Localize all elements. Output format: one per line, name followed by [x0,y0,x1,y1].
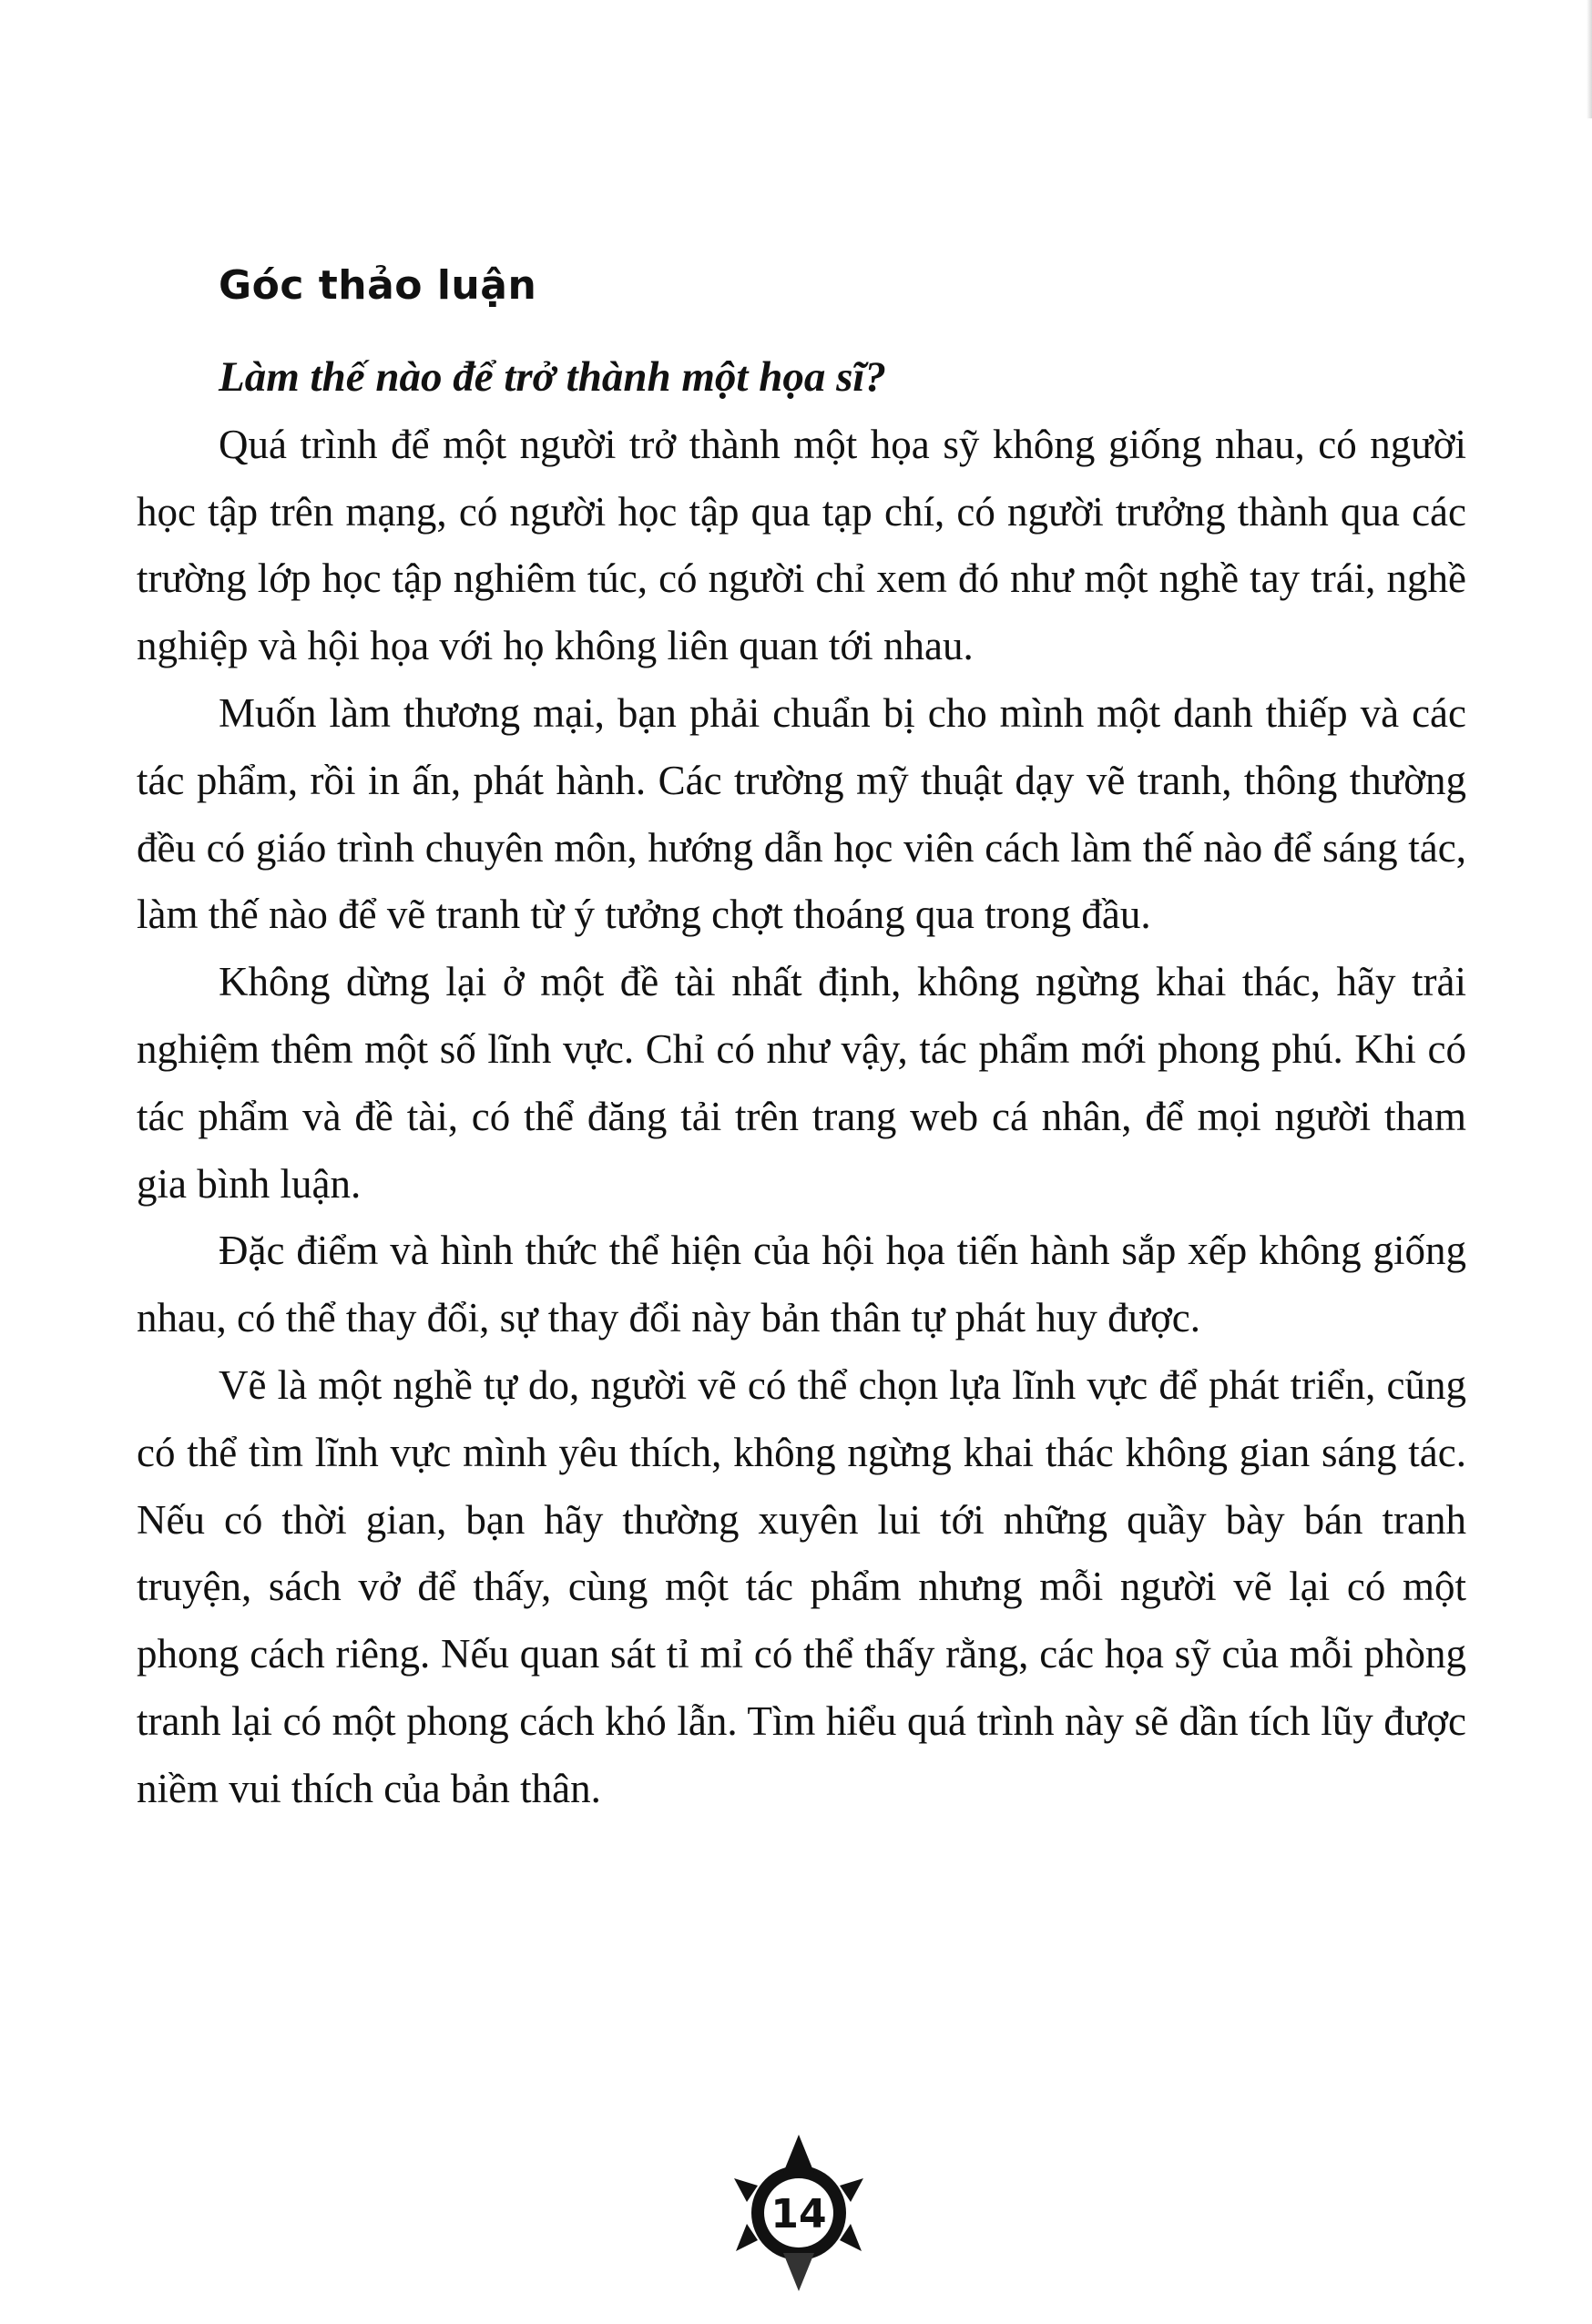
page-number: 14 [770,2191,827,2237]
article-title: Làm thế nào để trở thành một họa sĩ? [219,353,886,401]
paragraph-5: Vẽ là một nghề tự do, người vẽ có thể chọn lựa lĩnh vực để phát triển, cũng có thể tìm lĩnh vực mình yêu thích, không ngừng khai thác không gian sáng tác. Nếu có thời gian, bạn hãy thường xuyên lui tới những quầy bày bán tranh truyện, sách vở để thấy, cùng một tác phẩm nhưng mỗi người vẽ lại có một phong cách riêng. Nếu quan sát tỉ mỉ có thể thấy rằng, các họa sỹ của mỗi phòng tranh lại có một phong cách khó lẫn. Tìm hiểu quá trình này sẽ dần tích lũy được niềm vui thích của bản thân. [137,1361,1466,1811]
paragraph-3: Không dừng lại ở một đề tài nhất định, không ngừng khai thác, hãy trải nghiệm thêm một số lĩnh vực. Chỉ có như vậy, tác phẩm mới phong phú. Khi có tác phẩm và đề tài, có thể đăng tải trên trang web cá nhân, để mọi người tham gia bình luận. [137,959,1466,1207]
paragraph-4: Đặc điểm và hình thức thể hiện của hội họa tiến hành sắp xếp không giống nhau, có thể thay đổi, sự thay đổi này bản thân tự phát huy được. [137,1228,1466,1341]
page-number-badge [730,2122,867,2304]
article-body [137,344,1466,1823]
section-heading: Góc thảo luận [219,262,537,309]
scan-edge-shadow [1587,0,1592,118]
gear-badge-icon [730,2122,867,2304]
paragraph-1: Quá trình để một người trở thành một họa sỹ không giống nhau, có người học tập trên mạng, có người học tập qua tạp chí, có người trưởng thành qua các trường lớp học tập nghiêm túc, có người chỉ xem đó như một nghề tay trái, nghề nghiệp và hội họa với họ không liên quan tới nhau. [137,421,1466,669]
paragraph-2: Muốn làm thương mại, bạn phải chuẩn bị cho mình một danh thiếp và các tác phẩm, rồi in ấn, phát hành. Các trường mỹ thuật dạy vẽ tranh, thông thường đều có giáo trình chuyên môn, hướng dẫn học viên cách làm thế nào để sáng tác, làm thế nào để vẽ tranh từ ý tưởng chợt thoáng qua trong đầu. [137,689,1466,938]
